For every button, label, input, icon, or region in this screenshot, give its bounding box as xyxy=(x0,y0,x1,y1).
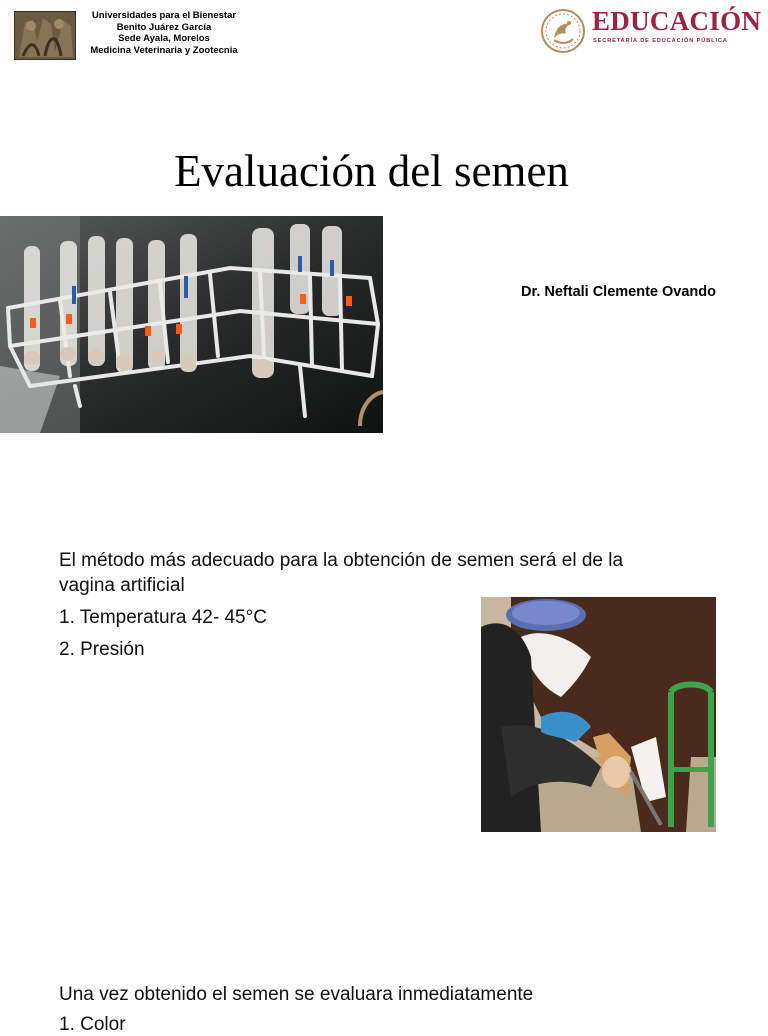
evaluation-text: Una vez obtenido el semen se evaluara inmediatamente xyxy=(59,984,534,1005)
mexico-coat-of-arms-icon xyxy=(540,8,586,54)
list-item-temperature: 1. Temperatura 42- 45°C xyxy=(59,607,267,628)
university-line: Sede Ayala, Morelos xyxy=(118,33,210,44)
university-line: Medicina Veterinaria y Zootecnia xyxy=(90,44,238,56)
slide-title: Evaluación del semen xyxy=(174,146,569,196)
semen-collection-photo xyxy=(481,597,716,832)
test-tube-rack-photo xyxy=(0,216,383,433)
intro-text-line-1: El método más adecuado para la obtención de semen será el de la xyxy=(59,550,624,571)
university-name xyxy=(86,10,242,56)
author-name: Dr. Neftali Clemente Ovando xyxy=(521,284,716,300)
university-line: Universidades para el Bienestar xyxy=(91,10,237,21)
university-logo xyxy=(14,11,76,60)
list-item-color: 1. Color xyxy=(59,1014,126,1035)
list-item-pressure: 2. Presión xyxy=(59,639,145,660)
university-line: Benito Juárez García xyxy=(116,21,212,33)
sep-subtitle: SECRETARÍA DE EDUCACIÓN PÚBLICA xyxy=(593,38,728,44)
intro-text-line-2: vagina artificial xyxy=(59,575,185,596)
sep-wordmark: EDUCACIÓN xyxy=(592,6,762,36)
